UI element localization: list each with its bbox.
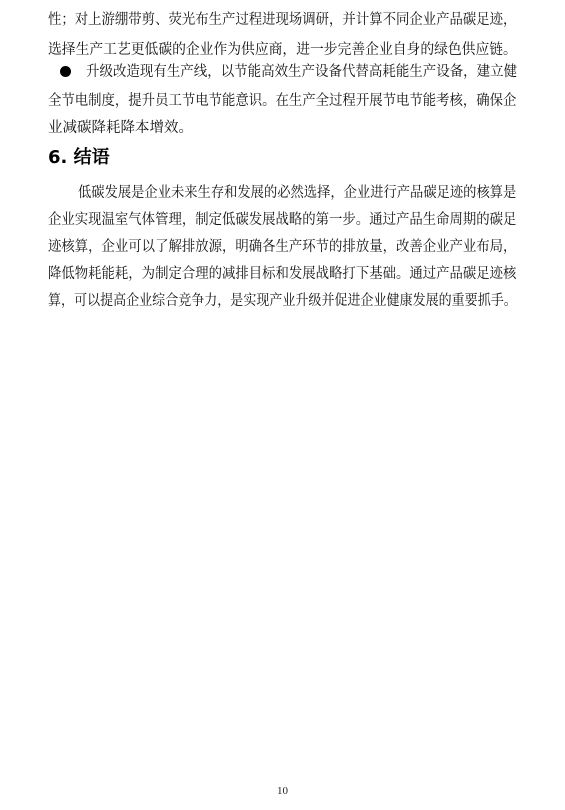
bullet-text-line: 升级改造现有生产线，以节能高效生产设备代替高耗能生产设备，建立健 (86, 64, 518, 80)
paragraph-line: 算，可以提高企业综合竞争力，是实现产业升级并促进企业健康发展的重要抓手。 (48, 293, 517, 309)
page-number: 10 (277, 785, 288, 797)
paragraph-line: 迹核算，企业可以了解排放源，明确各生产环节的排放量，改善企业产业布局， (48, 239, 517, 255)
paragraph-line: 选择生产工艺更低碳的企业作为供应商，进一步完善企业自身的绿色供应链。 (48, 42, 517, 58)
paragraph-line: 低碳发展是企业未来生存和发展的必然选择，企业进行产品碳足迹的核算是 (78, 185, 517, 201)
section-heading: 6. 结语 (48, 147, 110, 168)
paragraph-line: 性；对上游绷带剪、荧光布生产过程进现场调研，并计算不同企业产品碳足迹， (48, 12, 517, 28)
bullet-text-line: 全节电制度，提升员工节电节能意识。在生产全过程开展节电节能考核，确保企 (48, 93, 517, 109)
paragraph-line: 降低物耗能耗，为制定合理的减排目标和发展战略打下基础。通过产品碳足迹核 (48, 266, 517, 282)
bullet-text-line: 业减碳降耗降本增效。 (48, 120, 193, 136)
paragraph-line: 企业实现温室气体管理，制定低碳发展战略的第一步。通过产品生命周期的碳足 (48, 212, 517, 228)
bullet-icon (60, 66, 71, 77)
